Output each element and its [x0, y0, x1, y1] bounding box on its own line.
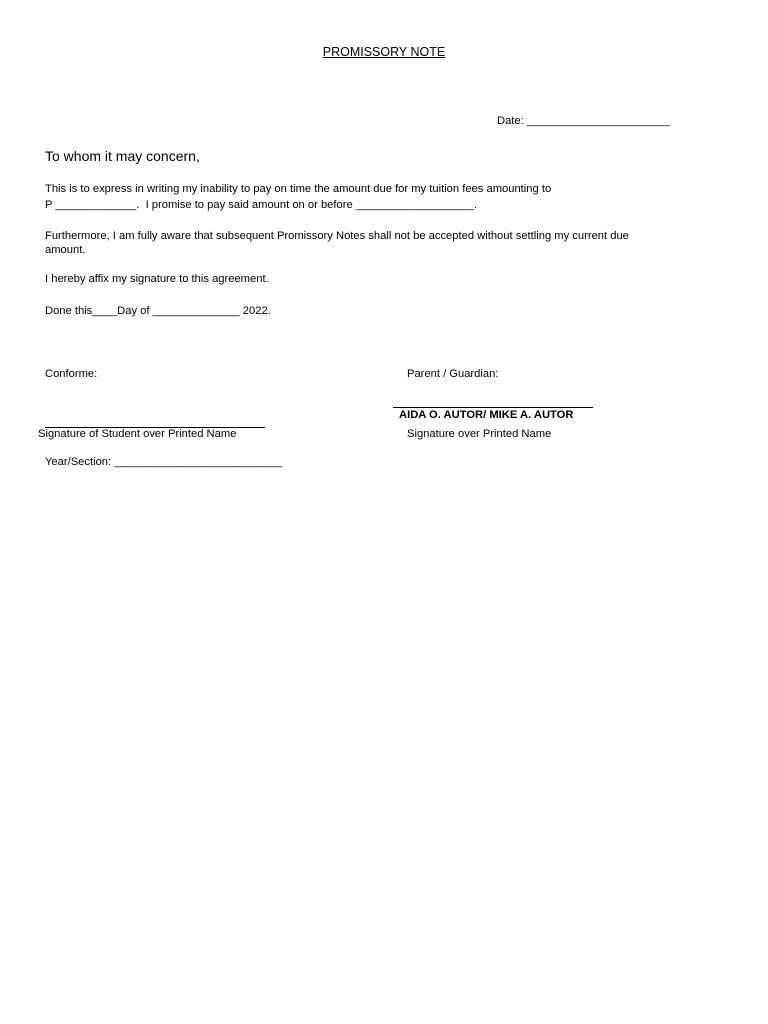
year-section-field: Year/Section: ___________________________ — [45, 456, 283, 468]
paragraph-2-line-2: amount. — [45, 244, 86, 256]
parent-guardian-label: Parent / Guardian: — [407, 368, 499, 380]
conforme-label: Conforme: — [45, 368, 98, 380]
student-signature-caption: Signature of Student over Printed Name — [38, 428, 237, 440]
done-this-line: Done this____Day of ______________ 2022. — [45, 305, 271, 317]
paragraph-3: I hereby affix my signature to this agreement. — [45, 273, 269, 285]
parent-signature-caption: Signature over Printed Name — [407, 428, 552, 440]
date-field: Date: _______________________ — [497, 115, 670, 127]
paragraph-1-line-2: P _____________. I promise to pay said amount on or before ___________________. — [45, 199, 478, 211]
paragraph-2-line-1: Furthermore, I am fully aware that subsequent Promissory Notes shall not be accepted without settling my current due — [45, 230, 629, 242]
document-title: PROMISSORY NOTE — [322, 45, 446, 59]
salutation: To whom it may concern, — [45, 148, 200, 164]
parent-printed-names: AIDA O. AUTOR/ MIKE A. AUTOR — [399, 409, 574, 421]
parent-signature-line — [393, 407, 593, 408]
paragraph-1-line-1: This is to express in writing my inability to pay on time the amount due for my tuition fees amounting to — [45, 183, 552, 195]
